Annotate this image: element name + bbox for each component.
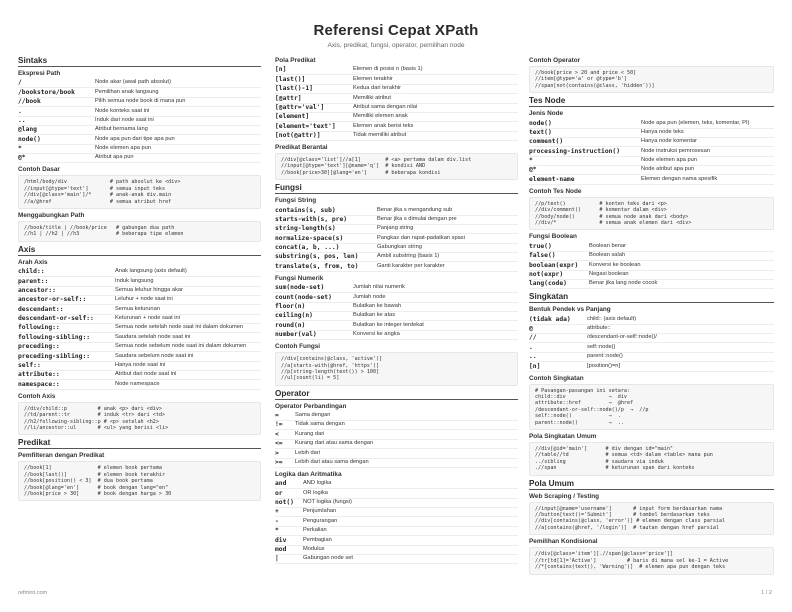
row-key: element-name <box>529 175 575 183</box>
row-description: Pemilihan anak langsung <box>95 88 159 95</box>
section-singkatan <box>529 292 774 475</box>
code-block: # Pasangan-pasangan ini setara: child::div → div attribute::href → @href /descendant-or-self::node()/p → //p self::node() → . parent::node() → .. <box>529 384 774 430</box>
table-row <box>529 119 774 128</box>
row-key: string-length(s) <box>275 225 336 233</box>
row-description: Ganti karakter per karakter <box>377 262 445 269</box>
row-description: Atribut apa pun <box>95 154 134 161</box>
row-key: preceding-sibling:: <box>18 352 91 360</box>
code-block: //p/text() # konten teks dari <p> //div/comment() # komentar dalam <div> //body/node() # semua node anak dari <body> //div/* # semua anak elemen dari <div> <box>529 197 774 231</box>
row-key: translate(s, from, to) <box>275 262 359 270</box>
row-key: [n] <box>529 362 541 370</box>
table-row <box>18 287 261 296</box>
row-key: < <box>275 430 279 438</box>
table-row <box>18 362 261 371</box>
row-description: Jumlah nilai numerik <box>353 284 405 291</box>
subsection-title: Predikat Berantai <box>275 144 328 151</box>
subsection-title: Contoh Fungsi <box>275 343 321 351</box>
section-title: Operator <box>275 389 518 400</box>
table-row <box>18 154 261 163</box>
row-key: count(node-set) <box>275 293 332 301</box>
row-description: Modulus <box>303 545 325 552</box>
code-block: //book[price > 20 and price < 50] //item[@type='a' or @type='b'] //span[not(contains(@class, 'hidden'))] <box>529 66 774 93</box>
row-description: Penjumlahan <box>303 508 337 515</box>
row-key: [element='text'] <box>275 122 336 130</box>
section-title: Axis <box>18 245 261 256</box>
row-description: Tidak sama dengan <box>295 421 345 428</box>
table-row <box>529 334 774 343</box>
row-description: Memiliki elemen anak <box>353 113 408 120</box>
table-row <box>275 517 518 526</box>
table-row <box>275 412 518 421</box>
row-description: Gabungan node set <box>303 555 353 562</box>
row-key: text() <box>529 128 552 136</box>
row-description: Atribut sama dengan nilai <box>353 103 418 110</box>
row-description: Hanya node komentar <box>641 138 697 145</box>
table-row <box>18 145 261 154</box>
subsection-title: Contoh Dasar <box>18 166 60 174</box>
table-row <box>18 79 261 88</box>
row-key: * <box>529 157 533 165</box>
row-description: Benar jika lang node cocok <box>589 280 658 287</box>
table-row <box>529 353 774 362</box>
row-key: div <box>275 536 287 544</box>
row-key: child:: <box>18 268 45 276</box>
subsection-title: Jenis Node <box>529 110 564 118</box>
footer-site: refmint.com <box>18 590 48 596</box>
table-row <box>275 480 518 489</box>
table-row <box>275 85 518 94</box>
row-key: starts-with(s, pre) <box>275 215 348 223</box>
row-description: Negasi boolean <box>589 270 629 277</box>
row-key: [@attr] <box>275 94 302 102</box>
subsection-title: Ekspresi Path <box>18 70 61 77</box>
row-description: OR logika <box>303 489 328 496</box>
code-block: //book/title | //book/price # gabungan dua path //h1 | //h2 | //h3 # beberapa tipe elemen <box>18 221 261 242</box>
row-description: Node konteks saat ini <box>95 107 150 114</box>
key-value-table <box>275 284 518 340</box>
row-key: preceding:: <box>18 343 60 351</box>
table-row <box>275 225 518 234</box>
row-key: contains(s, sub) <box>275 206 336 214</box>
row-key: or <box>275 489 283 497</box>
row-key: > <box>275 449 279 457</box>
row-key: <= <box>275 440 283 448</box>
row-key: //book <box>18 98 41 106</box>
section-pola-predikat <box>275 57 518 180</box>
table-row <box>18 324 261 333</box>
row-key: ancestor:: <box>18 286 56 294</box>
table-row <box>18 107 261 116</box>
table-row <box>275 430 518 439</box>
table-row <box>275 331 518 340</box>
row-key: [element] <box>275 113 310 121</box>
subsection-title: Operator Perbandingan <box>275 402 347 410</box>
row-key: (tidak ada) <box>529 315 571 323</box>
row-description: Node elemen apa pun <box>641 157 697 164</box>
row-key: @lang <box>18 126 37 134</box>
row-key: boolean(expr) <box>529 261 579 269</box>
row-description: Node atribut apa pun <box>641 166 695 173</box>
row-description: [position()=n] <box>587 362 621 369</box>
row-description: NOT logika (fungsi) <box>303 499 352 506</box>
code-block: //div[@id='main'] # div dengan id="main" //table//td # semua <td> dalam <table> mana pun ../sibling # saudara via induk .//span # keturunan span dari konteks <box>529 442 774 476</box>
row-description: child:: (axis default) <box>587 315 636 322</box>
code-block: //div[@class='list']//a[1] # <a> pertama dalam div.list //input[@type='text'][@name='q'] # kondisi AND //book[price>30][@lang='en'] # beberapa kondisi <box>275 153 518 180</box>
table-row <box>18 268 261 277</box>
row-description: Jumlah node <box>353 293 386 300</box>
table-row <box>275 449 518 458</box>
table-row <box>529 147 774 156</box>
table-row <box>275 113 518 122</box>
row-description: /descendant-or-self::node()/ <box>587 334 657 341</box>
row-description: Panjang string <box>377 225 414 232</box>
table-row <box>18 135 261 144</box>
row-key: node() <box>529 119 552 127</box>
row-description: Lebih dari atau sama dengan <box>295 458 369 465</box>
row-key: concat(a, b, ...) <box>275 244 340 252</box>
row-key: sum(node-set) <box>275 284 325 292</box>
section-title: Tes Node <box>529 96 774 107</box>
row-description: Bulatkan ke bawah <box>353 302 402 309</box>
column-1 <box>18 54 261 582</box>
row-key: ceiling(n) <box>275 312 313 320</box>
row-description: Hanya node saat ini <box>115 361 166 368</box>
table-row <box>275 546 518 555</box>
row-key: normalize-space(s) <box>275 234 344 242</box>
table-row <box>18 333 261 342</box>
table-row <box>529 138 774 147</box>
subsection-title: Contoh Tes Node <box>529 187 582 195</box>
row-description: Node namespace <box>115 380 160 387</box>
key-value-table <box>275 66 518 141</box>
subsection-title: Pemilihan Kondisional <box>529 538 598 546</box>
table-row <box>18 352 261 361</box>
section-contoh-operator <box>529 57 774 93</box>
table-row <box>18 126 261 135</box>
page-header <box>0 0 792 56</box>
table-row <box>275 499 518 508</box>
section-sintaks <box>18 56 261 242</box>
table-row <box>275 303 518 312</box>
row-description: Pembagian <box>303 536 332 543</box>
row-key: and <box>275 480 287 488</box>
row-key: descendant:: <box>18 305 64 313</box>
table-row <box>275 284 518 293</box>
footer-page-number: 1 / 2 <box>761 590 772 596</box>
row-description: Elemen dengan nama spesifik <box>641 175 718 182</box>
row-key: not() <box>275 499 294 507</box>
row-description: Induk dari node saat ini <box>95 116 154 123</box>
table-row <box>275 489 518 498</box>
code-block: //div[@class='item'][.//span[@class='price']] //tr[td[1]='Active'] # baris di mana sel ke-1 = Active //*[contains(text(), 'Warning')] # elemen apa pun dengan teks <box>529 547 774 574</box>
section-title: Fungsi <box>275 183 518 194</box>
row-description: Semua keturunan <box>115 305 160 312</box>
section-predikat <box>18 438 261 501</box>
row-description: Node apa pun (elemen, teks, komentar, PI) <box>641 119 750 126</box>
row-description: Node elemen apa pun <box>95 145 151 152</box>
table-row <box>275 459 518 468</box>
row-key: [last()] <box>275 75 306 83</box>
key-value-table <box>275 480 518 564</box>
row-key: @ <box>529 325 533 333</box>
row-key: [last()-1] <box>275 85 313 93</box>
table-row <box>275 321 518 330</box>
table-row <box>529 280 774 289</box>
subsection-title: Logika dan Aritmatika <box>275 470 342 478</box>
row-key: following-sibling:: <box>18 333 91 341</box>
row-key: + <box>275 508 279 516</box>
table-row <box>529 325 774 334</box>
row-key: .. <box>529 353 537 361</box>
table-row <box>529 261 774 270</box>
row-description: Elemen terakhir <box>353 75 393 82</box>
table-row <box>18 343 261 352</box>
subsection-title: Fungsi Boolean <box>529 233 577 241</box>
row-key: [not(@attr)] <box>275 132 321 140</box>
code-block: /html/body/div # path absolut ke <div> //input[@type='text'] # semua input teks //div[@class='main']/* # anak-anak div.main //a/@href # semua atribut href <box>18 175 261 209</box>
section-title: Sintaks <box>18 56 261 67</box>
row-description: Boolean benar <box>589 242 626 249</box>
row-key: following:: <box>18 324 60 332</box>
subsection-title: Web Scraping / Testing <box>529 492 600 500</box>
row-key: / <box>18 79 22 87</box>
row-key: parent:: <box>18 277 49 285</box>
table-row <box>18 296 261 305</box>
row-key: | <box>275 555 279 563</box>
table-row <box>275 244 518 253</box>
table-row <box>18 305 261 314</box>
row-description: Perkalian <box>303 527 327 534</box>
section-title: Singkatan <box>529 292 774 303</box>
row-description: Bulatkan ke atas <box>353 312 396 319</box>
row-key: comment() <box>529 138 564 146</box>
table-row <box>275 555 518 564</box>
row-description: Atribut bernama lang <box>95 126 148 133</box>
key-value-table <box>18 268 261 390</box>
code-block: //div/child::p # anak <p> dari <div> //td/parent::tr # induk <tr> dari <td> //h2/following-sibling::p # <p> setelah <h2> //li/ancestor::ul # <ul> yang berisi <li> <box>18 402 261 436</box>
section-title: Pola Umum <box>529 479 774 490</box>
row-description: Konversi ke boolean <box>589 261 641 268</box>
table-row <box>18 88 261 97</box>
row-description: Kurang dari atau sama dengan <box>295 440 374 447</box>
row-description: Induk langsung <box>115 277 154 284</box>
table-row <box>529 157 774 166</box>
column-3 <box>529 54 774 582</box>
subsection-title: Bentuk Pendek vs Panjang <box>529 306 611 314</box>
table-row <box>529 343 774 352</box>
subsection-title: Arah Axis <box>18 258 48 266</box>
row-description: Pilih semua node book di mana pun <box>95 98 186 105</box>
row-description: Keturunan + node saat ini <box>115 315 180 322</box>
section-fungsi <box>275 183 518 386</box>
subsection-title: Fungsi Numerik <box>275 274 324 282</box>
row-key: >= <box>275 458 283 466</box>
subsection-title: Contoh Operator <box>529 57 581 64</box>
table-row <box>275 527 518 536</box>
content-columns <box>18 54 774 582</box>
table-row <box>529 362 774 371</box>
page-subtitle: Axis, predikat, fungsi, operator, pemilihan node <box>327 42 465 49</box>
row-description: Atribut dari node saat ini <box>115 371 177 378</box>
code-block: //div[contains(@class, 'active')] //a[starts-with(@href, 'https')] //p[string-length(text()) > 100] //ul[count(li) = 5] <box>275 352 518 386</box>
row-description: Anak langsung (axis default) <box>115 268 187 275</box>
row-description: Memiliki atribut <box>353 94 391 101</box>
table-row <box>18 98 261 107</box>
row-description: Bulatkan ke integer terdekat <box>353 321 424 328</box>
row-key: @* <box>529 166 537 174</box>
row-description: AND logika <box>303 480 332 487</box>
section-operator <box>275 389 518 565</box>
key-value-table <box>529 315 774 371</box>
table-row <box>529 242 774 251</box>
row-description: Konversi ke angka <box>353 331 400 338</box>
page-title: Referensi Cepat XPath <box>313 22 479 39</box>
subsection-title: Pola Predikat <box>275 57 316 64</box>
row-description: Benar jika s dimulai dengan pre <box>377 215 457 222</box>
section-pola-umum <box>529 479 774 575</box>
table-row <box>529 166 774 175</box>
table-row <box>18 117 261 126</box>
subsection-title: Contoh Axis <box>18 392 56 400</box>
row-key: - <box>275 517 279 525</box>
section-tes-node <box>529 96 774 289</box>
row-key: * <box>275 527 279 535</box>
row-description: Gabungkan string <box>377 244 422 251</box>
row-description: Ambil substring (basis 1) <box>377 253 440 260</box>
table-row <box>529 129 774 138</box>
subsection-title: Fungsi String <box>275 197 317 205</box>
row-description: parent::node() <box>587 353 623 360</box>
row-description: Lebih dari <box>295 449 320 456</box>
row-key: = <box>275 412 279 420</box>
row-description: Node instruksi pemrosesan <box>641 147 710 154</box>
row-key: processing-instruction() <box>529 147 620 155</box>
row-description: Sama dengan <box>295 412 331 419</box>
row-description: Elemen di posisi n (basis 1) <box>353 66 423 73</box>
row-description: Kedua dari terakhir <box>353 85 402 92</box>
table-row <box>529 252 774 261</box>
column-2 <box>275 54 518 582</box>
row-key: lang(code) <box>529 280 567 288</box>
section-axis <box>18 245 261 436</box>
row-description: Semua leluhur hingga akar <box>115 286 183 293</box>
table-row <box>275 440 518 449</box>
row-key: floor(n) <box>275 302 306 310</box>
code-block: //book[1] # elemen book pertama //book[last()] # elemen book terakhir //book[position() < 3] # dua book pertama //book[@lang='en'] # book dengan lang="en" //book[price > 30] # book dengan harga > 30 <box>18 461 261 501</box>
row-description: Pangkas dan rapat-padatkan spasi <box>377 234 465 241</box>
table-row <box>529 175 774 184</box>
table-row <box>275 66 518 75</box>
table-row <box>275 508 518 517</box>
row-key: // <box>529 334 537 342</box>
table-row <box>275 234 518 243</box>
table-row <box>18 371 261 380</box>
table-row <box>18 315 261 324</box>
row-description: Benar jika s mengandung sub <box>377 206 453 213</box>
row-description: Semua node setelah node saat ini dalam dokumen <box>115 324 244 331</box>
table-row <box>275 536 518 545</box>
table-row <box>18 277 261 286</box>
table-row <box>529 271 774 280</box>
row-key: true() <box>529 242 552 250</box>
row-key: node() <box>18 135 41 143</box>
row-key: false() <box>529 252 556 260</box>
table-row <box>18 380 261 389</box>
table-row <box>529 315 774 324</box>
row-key: * <box>18 145 22 153</box>
row-key: .. <box>18 116 26 124</box>
table-row <box>275 253 518 262</box>
row-key: round(n) <box>275 321 306 329</box>
subsection-title: Pola Singkatan Umum <box>529 433 597 441</box>
row-key: . <box>18 107 22 115</box>
row-description: attribute:: <box>587 325 611 332</box>
row-description: Hanya node teks <box>641 128 684 135</box>
key-value-table <box>529 242 774 289</box>
row-key: descendant-or-self:: <box>18 315 94 323</box>
row-description: self::node() <box>587 343 616 350</box>
row-key: != <box>275 421 283 429</box>
subsection-title: Menggabungkan Path <box>18 212 85 219</box>
row-key: /bookstore/book <box>18 88 75 96</box>
row-description: Elemen anak berisi teks <box>353 122 414 129</box>
row-description: Pengurangan <box>303 517 338 524</box>
row-key: ancestor-or-self:: <box>18 296 87 304</box>
row-key: [@attr='val'] <box>275 103 325 111</box>
table-row <box>275 206 518 215</box>
table-row <box>275 216 518 225</box>
key-value-table <box>529 119 774 185</box>
row-key: substring(s, pos, len) <box>275 253 359 261</box>
table-row <box>275 94 518 103</box>
row-key: [n] <box>275 66 287 74</box>
row-description: Leluhur + node saat ini <box>115 296 173 303</box>
row-key: not(expr) <box>529 270 564 278</box>
row-description: Node apa pun dari tipe apa pun <box>95 135 175 142</box>
key-value-table <box>275 206 518 272</box>
row-description: Tidak memiliki atribut <box>353 132 407 139</box>
table-row <box>275 421 518 430</box>
row-description: Semua node sebelum node saat ini dalam dokumen <box>115 343 247 350</box>
table-row <box>275 122 518 131</box>
table-row <box>275 293 518 302</box>
table-row <box>275 132 518 141</box>
row-key: number(val) <box>275 331 317 339</box>
table-row <box>275 312 518 321</box>
key-value-table <box>275 412 518 468</box>
row-description: Saudara sebelum node saat ini <box>115 352 194 359</box>
row-key: mod <box>275 545 287 553</box>
table-row <box>275 104 518 113</box>
row-key: namespace:: <box>18 380 60 388</box>
row-description: Boolean salah <box>589 252 626 259</box>
table-row <box>275 75 518 84</box>
row-key: attribute:: <box>18 371 60 379</box>
row-description: Node akar (awal path absolut) <box>95 79 171 86</box>
subsection-title: Contoh Singkatan <box>529 374 584 382</box>
code-block: //input[@name='username'] # input form berdasarkan nama //button[text()='Submit'] # tombol berdasarkan teks //div[contains(@class, 'error')] # elemen dengan class parsial //a[contains(@href, '/login')] # tautan dengan href parsial <box>529 502 774 536</box>
row-description: Kurang dari <box>295 430 325 437</box>
table-row <box>275 262 518 271</box>
key-value-table <box>18 79 261 163</box>
row-key: self:: <box>18 361 41 369</box>
row-description: Saudara setelah node saat ini <box>115 333 191 340</box>
row-key: . <box>529 343 533 351</box>
row-key: @* <box>18 154 26 162</box>
section-title: Predikat <box>18 438 261 449</box>
subsection-title: Pemfilteran dengan Predikat <box>18 452 105 460</box>
